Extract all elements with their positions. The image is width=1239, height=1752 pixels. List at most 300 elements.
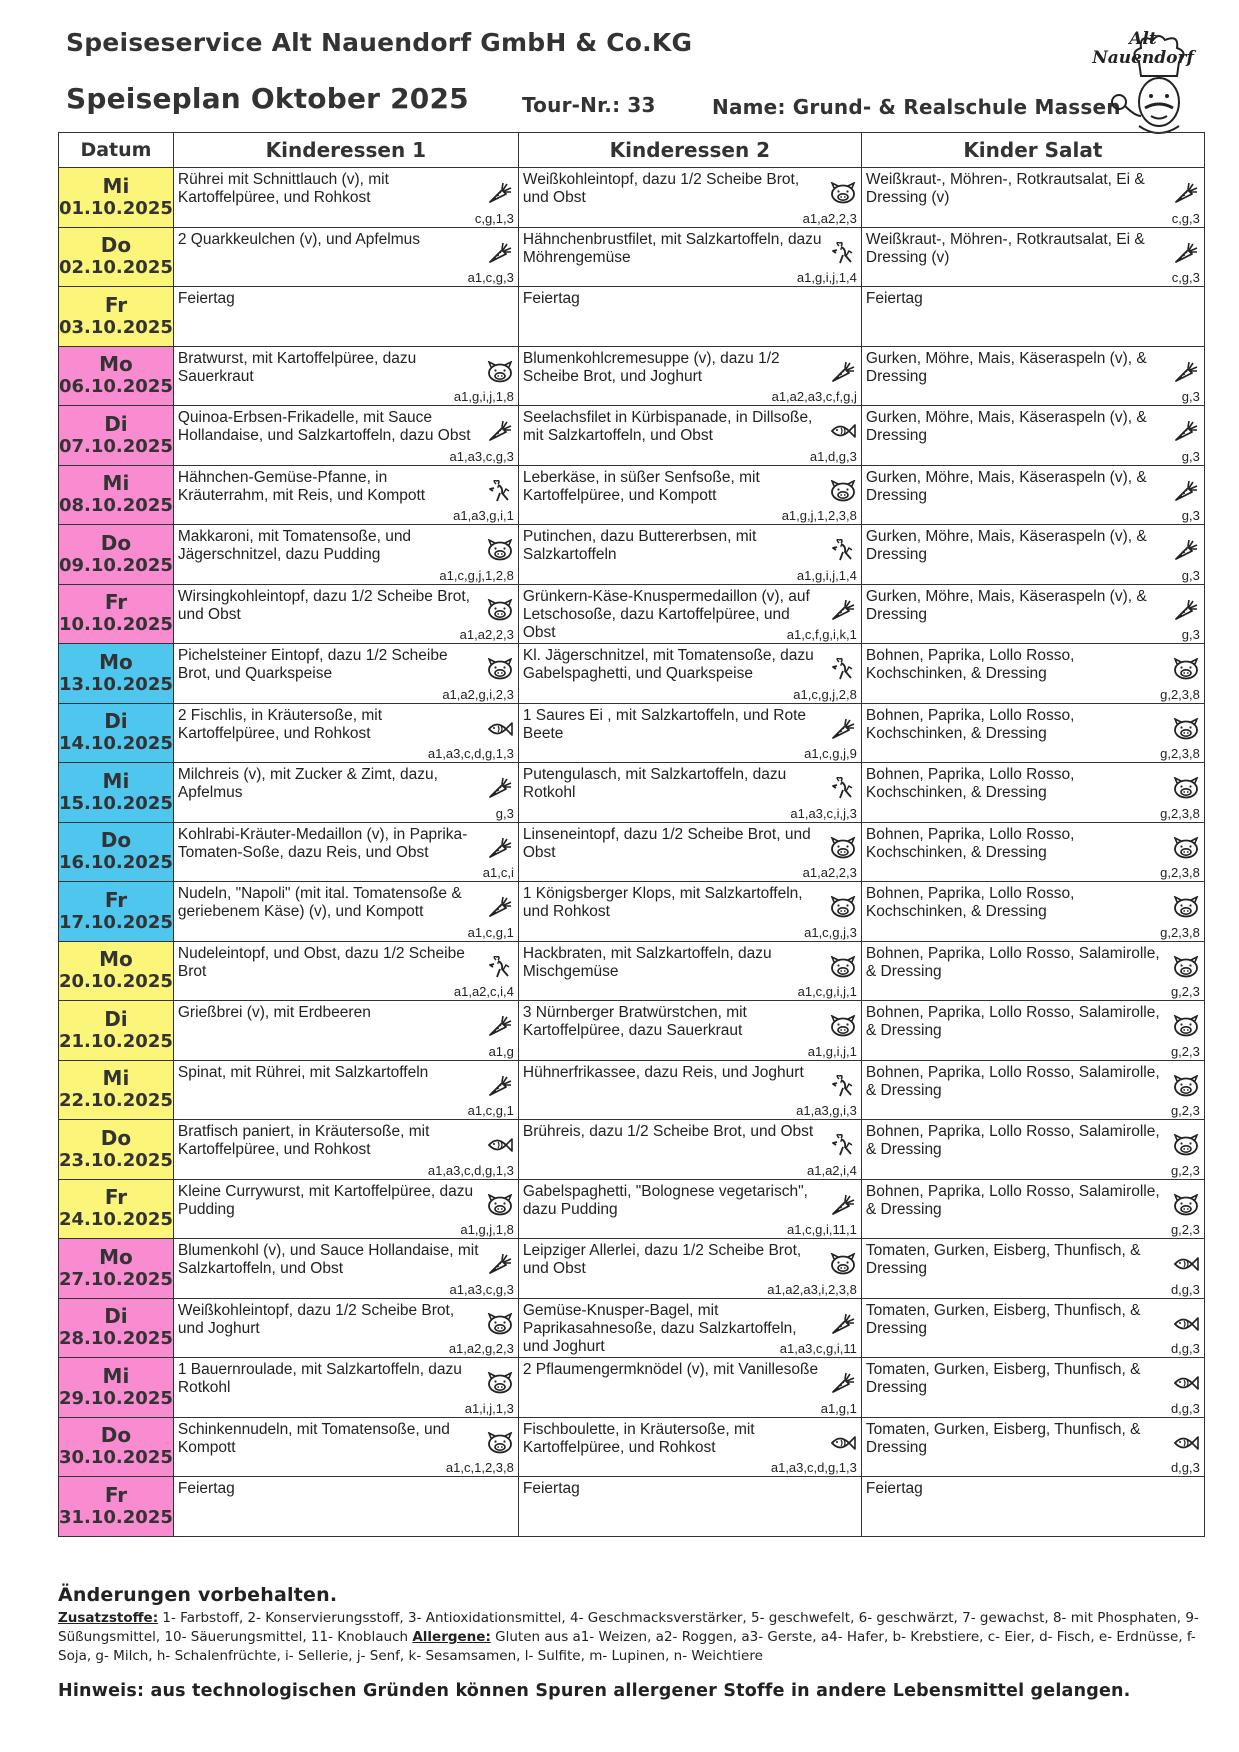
salad-cell xyxy=(861,1298,1204,1358)
date: 31.10.2025 xyxy=(59,1506,173,1528)
pig-icon xyxy=(829,1015,857,1037)
table-row xyxy=(59,287,1205,347)
table-row xyxy=(59,1417,1205,1477)
allergen-code: a1,g,i,j,1,8 xyxy=(453,389,514,404)
allergen-code: a1,g,j,1,2,3,8 xyxy=(781,508,857,523)
dish-text: 3 Nürnberger Bratwürstchen, mit Kartoffelpüree, dazu Sauerkraut xyxy=(522,1004,747,1039)
dish-text: Quinoa-Erbsen-Frikadelle, mit Sauce Hollandaise, und Salzkartoffeln, dazu Obst xyxy=(177,409,471,444)
salad-cell xyxy=(861,1001,1204,1061)
pig-icon xyxy=(829,896,857,918)
allergen-code: g,2,3,8 xyxy=(1160,686,1200,702)
pig-icon xyxy=(1172,1075,1200,1097)
date-cell xyxy=(59,703,174,763)
table-row xyxy=(59,525,1205,585)
weekday: Do xyxy=(100,233,132,258)
salad-cell xyxy=(861,1239,1204,1299)
allergen-code: a1,a3,c,g,3 xyxy=(449,448,514,464)
allergen-code: a1,c,g,1 xyxy=(467,1103,514,1118)
dish-text: Weißkraut-, Möhren-, Rotkrautsalat, Ei & Dressing (v) xyxy=(865,230,1145,266)
allergen-code: a1,a3,c,d,g,1,3 xyxy=(427,746,514,761)
meal-2-cell xyxy=(518,703,861,763)
allergen-code: a1,a2,a3,c,f,g,j xyxy=(771,389,857,404)
carrot-icon xyxy=(486,1253,514,1275)
date: 09.10.2025 xyxy=(59,554,173,576)
dish-text: Bohnen, Paprika, Lollo Rosso, Kochschinken, & Dressing xyxy=(865,885,1075,920)
date-cell xyxy=(59,1417,174,1477)
allergen-code: d,g,3 xyxy=(1170,1341,1200,1356)
pig-icon xyxy=(1172,956,1200,978)
meal-1-cell xyxy=(173,406,518,466)
chef-logo-icon xyxy=(1095,22,1215,142)
date-cell xyxy=(59,584,174,644)
tour-number: Tour-Nr.: 33 xyxy=(522,93,656,117)
additives-label: Zusatzstoffe: xyxy=(58,1610,159,1626)
carrot-icon xyxy=(486,420,514,442)
table-row xyxy=(59,1179,1205,1239)
dish-text: Wirsingkohleintopf, dazu 1/2 Scheibe Brot, und Obst xyxy=(177,587,470,623)
allergen-code: g,3 xyxy=(1181,627,1200,642)
carrot-icon xyxy=(486,182,514,204)
weekday: Fr xyxy=(104,1185,128,1210)
dish-text: Weißkohleintopf, dazu 1/2 Scheibe Brot, und Joghurt xyxy=(177,1301,455,1337)
allergen-code: a1,g,i,j,1,4 xyxy=(796,270,857,285)
table-row xyxy=(59,703,1205,763)
allergen-code: a1,g,i,j,1 xyxy=(807,1043,857,1059)
allergen-code: a1,c,g,j,1,2,8 xyxy=(439,567,514,583)
dish-text: Gurken, Möhre, Mais, Käseraspeln (v), & Dressing xyxy=(865,468,1147,504)
weekday: Mi xyxy=(102,173,130,198)
allergen-code: a1,c,g,i,j,1 xyxy=(797,984,857,999)
fish-icon xyxy=(486,1134,514,1156)
meal-2-cell xyxy=(518,287,861,347)
dish-text: Putengulasch, mit Salzkartoffeln, dazu Rotkohl xyxy=(522,766,787,801)
carrot-icon xyxy=(829,1313,857,1335)
table-row xyxy=(59,941,1205,1001)
table-row xyxy=(59,168,1205,228)
allergen-code: d,g,3 xyxy=(1170,1460,1200,1475)
pig-icon xyxy=(1172,1194,1200,1216)
dish-text: Grießbrei (v), mit Erdbeeren xyxy=(177,1004,371,1021)
allergen-code: a1,g,j,1,8 xyxy=(460,1222,514,1237)
allergen-code: a1,a2,i,4 xyxy=(807,1162,857,1178)
carrot-icon xyxy=(1172,182,1200,204)
date: 29.10.2025 xyxy=(59,1387,173,1409)
table-row xyxy=(59,1298,1205,1358)
pig-icon xyxy=(486,599,514,621)
salad-cell xyxy=(861,406,1204,466)
weekday: Mi xyxy=(102,768,130,793)
dish-text: Milchreis (v), mit Zucker & Zimt, dazu, Apfelmus xyxy=(177,766,438,801)
allergen-code: a1,a2,2,3 xyxy=(802,865,857,880)
date: 27.10.2025 xyxy=(59,1268,173,1290)
date: 28.10.2025 xyxy=(59,1328,173,1350)
allergen-code: a1,c,g,j,3 xyxy=(804,924,857,940)
allergen-code: a1,c,g,3 xyxy=(467,270,514,285)
meal-2-cell xyxy=(518,1001,861,1061)
meal-2-cell xyxy=(518,822,861,882)
meal-1-cell xyxy=(173,1358,518,1418)
dish-text: Feiertag xyxy=(865,1480,923,1497)
pig-icon xyxy=(486,1372,514,1394)
dish-text: Brühreis, dazu 1/2 Scheibe Brot, und Obst xyxy=(522,1123,814,1140)
salad-cell xyxy=(861,287,1204,347)
dish-text: Schinkennudeln, mit Tomatensoße, und Kompott xyxy=(177,1420,450,1456)
pig-icon xyxy=(1172,896,1200,918)
allergen-code: a1,a3,c,g,i,11 xyxy=(779,1341,857,1356)
dish-text: Weißkraut-, Möhren-, Rotkrautsalat, Ei & Dressing (v) xyxy=(865,171,1145,206)
dish-text: Bohnen, Paprika, Lollo Rosso, Salamirolle, & Dressing xyxy=(865,1004,1160,1039)
meal-2-cell xyxy=(518,763,861,823)
meal-1-cell xyxy=(173,941,518,1001)
pig-icon xyxy=(1172,777,1200,799)
salad-cell xyxy=(861,584,1204,644)
salad-cell xyxy=(861,941,1204,1001)
allergen-code: a1,g,1 xyxy=(820,1400,857,1416)
pig-icon xyxy=(486,361,514,383)
weekday: Mi xyxy=(102,1066,130,1091)
carrot-icon xyxy=(829,1194,857,1216)
dish-text: Leberkäse, in süßer Senfsoße, mit Kartoffelpüree, und Kompott xyxy=(522,468,760,504)
carrot-icon xyxy=(1172,599,1200,621)
allergen-code: a1,c,i xyxy=(482,865,514,880)
weekday: Do xyxy=(100,828,132,853)
allergen-code: a1,a2,2,3 xyxy=(459,627,514,642)
dish-text: Bohnen, Paprika, Lollo Rosso, Salamirolle, & Dressing xyxy=(865,1063,1160,1099)
meal-1-cell xyxy=(173,1120,518,1180)
meal-1-cell xyxy=(173,882,518,942)
weekday: Di xyxy=(104,411,128,436)
dish-text: Bohnen, Paprika, Lollo Rosso, Kochschinken, & Dressing xyxy=(865,647,1075,682)
allergen-code: a1,c,g,j,9 xyxy=(804,746,857,761)
meal-2-cell xyxy=(518,1417,861,1477)
meal-2-cell xyxy=(518,1239,861,1299)
dish-text: Bohnen, Paprika, Lollo Rosso, Salamirolle, & Dressing xyxy=(865,1182,1160,1218)
meal-1-cell xyxy=(173,1179,518,1239)
dish-text: Blumenkohl (v), und Sauce Hollandaise, mit Salzkartoffeln, und Obst xyxy=(177,1242,479,1277)
dish-text: Tomaten, Gurken, Eisberg, Thunfisch, & Dressing xyxy=(865,1242,1141,1277)
carrot-icon xyxy=(1172,420,1200,442)
pig-icon xyxy=(829,182,857,204)
date-cell xyxy=(59,1001,174,1061)
allergen-code: c,g,3 xyxy=(1171,210,1200,226)
allergen-code: a1,g,i,j,1,4 xyxy=(796,567,857,583)
allergens-text: Gluten aus a1- Weizen, a2- Roggen, a3- Gerste, a4- Hafer, b- Krebstiere, c- Eier, d- Fisch, e- Erdnüsse, f- Soja, g- Milch, h- Schalenfrüchte, i- Sellerie, j- Senf, k- Sesamsamen, l- Sulfite, m- Lupinen, n- Weichtiere xyxy=(58,1629,1196,1664)
meal-1-cell xyxy=(173,1417,518,1477)
allergen-code: c,g,1,3 xyxy=(474,210,514,226)
chicken-icon xyxy=(829,539,857,561)
meal-2-cell xyxy=(518,465,861,525)
weekday: Mo xyxy=(99,649,133,674)
changes-notice: Änderungen vorbehalten. xyxy=(58,1584,338,1606)
dish-text: Hähnchen-Gemüse-Pfanne, in Kräuterrahm, mit Reis, und Kompott xyxy=(177,468,426,504)
meal-1-cell xyxy=(173,1060,518,1120)
pig-icon xyxy=(1172,658,1200,680)
date-cell xyxy=(59,465,174,525)
weekday: Fr xyxy=(104,887,128,912)
dish-text: Bohnen, Paprika, Lollo Rosso, Kochschinken, & Dressing xyxy=(865,766,1075,801)
pig-icon xyxy=(486,1313,514,1335)
date-cell xyxy=(59,168,174,228)
salad-cell xyxy=(861,525,1204,585)
allergen-code: a1,a3,g,i,3 xyxy=(796,1103,857,1118)
menu-table xyxy=(58,132,1205,1537)
weekday: Mo xyxy=(99,947,133,972)
dish-text: 2 Fischlis, in Kräutersoße, mit Kartoffelpüree, und Rohkost xyxy=(177,706,383,742)
additives-text: 1- Farbstoff, 2- Konservierungsstoff, 3- Antioxidationsmittel, 4- Geschmacksverstärker, 5- geschwefelt, 6- geschwärzt, 7- gewachst, 8- mit Phosphaten, 9- Süßungsmittel, 10- Säuerungsmittel, 11- Knoblauch xyxy=(58,1610,1199,1645)
chicken-icon xyxy=(486,480,514,502)
weekday: Mo xyxy=(99,352,133,377)
carrot-icon xyxy=(829,1372,857,1394)
salad-cell xyxy=(861,1120,1204,1180)
dish-text: Bohnen, Paprika, Lollo Rosso, Kochschinken, & Dressing xyxy=(865,706,1075,742)
allergen-code: g,2,3,8 xyxy=(1160,865,1200,880)
meal-2-cell xyxy=(518,941,861,1001)
date-cell xyxy=(59,1120,174,1180)
dish-text: Linseneintopf, dazu 1/2 Scheibe Brot, und Obst xyxy=(522,825,811,861)
logo-text: Alt Nauendorf xyxy=(1092,29,1194,68)
carrot-icon xyxy=(1172,539,1200,561)
chicken-icon xyxy=(829,1134,857,1156)
weekday: Fr xyxy=(104,1482,128,1507)
allergen-code: g,2,3 xyxy=(1170,1043,1200,1059)
weekday: Mi xyxy=(102,471,130,496)
date-cell xyxy=(59,1239,174,1299)
date: 22.10.2025 xyxy=(59,1090,173,1112)
allergen-code: a1,c,1,2,3,8 xyxy=(445,1460,514,1475)
dish-text: Nudeleintopf, und Obst, dazu 1/2 Scheibe Brot xyxy=(177,944,465,980)
date: 15.10.2025 xyxy=(59,792,173,814)
salad-cell xyxy=(861,1358,1204,1418)
fish-icon xyxy=(1172,1313,1200,1335)
allergen-hint: Hinweis: aus technologischen Gründen können Spuren allergener Stoffe in andere Lebensmittel gelangen. xyxy=(58,1681,1131,1701)
dish-text: Gurken, Möhre, Mais, Käseraspeln (v), & Dressing xyxy=(865,528,1147,563)
dish-text: Hähnchenbrustfilet, mit Salzkartoffeln, dazu Möhrengemüse xyxy=(522,230,822,266)
fish-icon xyxy=(1172,1432,1200,1454)
allergen-code: a1,a2,2,3 xyxy=(802,210,857,226)
dish-text: Grünkern-Käse-Knuspermedaillon (v), auf Letschosoße, dazu Kartoffelpüree, und Obst xyxy=(522,587,810,641)
allergen-code: g,3 xyxy=(1181,508,1200,523)
dish-text: Feiertag xyxy=(522,1480,580,1497)
carrot-icon xyxy=(1172,242,1200,264)
dish-text: Seelachsfilet in Kürbispanade, in Dillsoße, mit Salzkartoffeln, und Obst xyxy=(522,409,813,444)
allergen-code: d,g,3 xyxy=(1170,1400,1200,1416)
meal-2-cell xyxy=(518,1358,861,1418)
meal-1-cell xyxy=(173,287,518,347)
dish-text: Weißkohleintopf, dazu 1/2 Scheibe Brot, und Obst xyxy=(522,171,800,206)
date: 10.10.2025 xyxy=(59,614,173,636)
meal-1-cell xyxy=(173,227,518,287)
date: 30.10.2025 xyxy=(59,1447,173,1469)
salad-cell xyxy=(861,168,1204,228)
meal-1-cell xyxy=(173,703,518,763)
date-cell xyxy=(59,1477,174,1537)
salad-cell xyxy=(861,822,1204,882)
allergen-code: a1,a3,c,d,g,1,3 xyxy=(770,1460,857,1475)
dish-text: Hühnerfrikassee, dazu Reis, und Joghurt xyxy=(522,1063,804,1081)
pig-icon xyxy=(486,539,514,561)
allergen-code: c,g,3 xyxy=(1171,270,1200,285)
allergen-code: a1,a2,c,i,4 xyxy=(453,984,514,999)
meal-1-cell xyxy=(173,1298,518,1358)
fish-icon xyxy=(1172,1372,1200,1394)
dish-text: Blumenkohlcremesuppe (v), dazu 1/2 Scheibe Brot, und Joghurt xyxy=(522,349,780,385)
pig-icon xyxy=(829,1253,857,1275)
date: 20.10.2025 xyxy=(59,971,173,993)
date: 03.10.2025 xyxy=(59,316,173,338)
allergen-code: a1,a3,c,i,j,3 xyxy=(790,805,857,821)
date-cell xyxy=(59,941,174,1001)
meal-1-cell xyxy=(173,525,518,585)
date-cell xyxy=(59,822,174,882)
allergen-code: a1,c,g,j,2,8 xyxy=(793,686,857,702)
meal-2-cell xyxy=(518,1120,861,1180)
dish-text: Tomaten, Gurken, Eisberg, Thunfisch, & Dressing xyxy=(865,1361,1141,1396)
allergens-label: Allergene: xyxy=(412,1629,491,1645)
salad-cell xyxy=(861,763,1204,823)
salad-cell xyxy=(861,644,1204,704)
allergen-code: g,3 xyxy=(1181,448,1200,464)
dish-text: 1 Königsberger Klops, mit Salzkartoffeln, und Rohkost xyxy=(522,885,803,920)
allergen-code: g,2,3,8 xyxy=(1160,924,1200,940)
weekday: Di xyxy=(104,1006,128,1031)
dish-text: Gabelspaghetti, "Bolognese vegetarisch", dazu Pudding xyxy=(522,1182,808,1218)
meal-2-cell xyxy=(518,644,861,704)
salad-cell xyxy=(861,703,1204,763)
date: 16.10.2025 xyxy=(59,852,173,874)
carrot-icon xyxy=(486,777,514,799)
dish-text: Bohnen, Paprika, Lollo Rosso, Salamirolle, & Dressing xyxy=(865,944,1160,980)
allergen-code: g,2,3 xyxy=(1170,1162,1200,1178)
dish-text: 1 Bauernroulade, mit Salzkartoffeln, dazu Rotkohl xyxy=(177,1361,462,1396)
dish-text: Bohnen, Paprika, Lollo Rosso, Salamirolle, & Dressing xyxy=(865,1123,1160,1158)
table-row xyxy=(59,1477,1205,1537)
weekday: Do xyxy=(100,1125,132,1150)
salad-cell xyxy=(861,1179,1204,1239)
meal-2-cell xyxy=(518,584,861,644)
pig-icon xyxy=(486,1432,514,1454)
date-cell xyxy=(59,227,174,287)
allergen-code: a1,g xyxy=(488,1043,514,1059)
carrot-icon xyxy=(486,1015,514,1037)
date: 13.10.2025 xyxy=(59,673,173,695)
date: 17.10.2025 xyxy=(59,911,173,933)
table-row xyxy=(59,763,1205,823)
dish-text: Feiertag xyxy=(522,290,580,307)
chicken-icon xyxy=(829,1075,857,1097)
dish-text: Gurken, Möhre, Mais, Käseraspeln (v), & Dressing xyxy=(865,349,1147,385)
dish-text: Gemüse-Knusper-Bagel, mit Paprikasahnesoße, dazu Salzkartoffeln, und Joghurt xyxy=(522,1301,797,1355)
pig-icon xyxy=(829,480,857,502)
company-name: Speiseservice Alt Nauendorf GmbH & Co.KG xyxy=(66,28,693,57)
salad-cell xyxy=(861,1477,1204,1537)
meal-1-cell xyxy=(173,1001,518,1061)
carrot-icon xyxy=(486,896,514,918)
salad-cell xyxy=(861,346,1204,406)
pig-icon xyxy=(1172,837,1200,859)
allergen-code: a1,a2,a3,i,2,3,8 xyxy=(767,1281,857,1297)
dish-text: Rührei mit Schnittlauch (v), mit Kartoffelpüree, und Rohkost xyxy=(177,171,389,206)
meal-1-cell xyxy=(173,346,518,406)
allergen-code: a1,a3,g,i,1 xyxy=(453,508,514,523)
date-cell xyxy=(59,1358,174,1418)
meal-1-cell xyxy=(173,584,518,644)
dish-text: Putinchen, dazu Buttererbsen, mit Salzkartoffeln xyxy=(522,528,757,563)
date: 07.10.2025 xyxy=(59,435,173,457)
menu-rows xyxy=(59,168,1205,1537)
dish-text: Feiertag xyxy=(177,1480,235,1497)
pig-icon xyxy=(486,658,514,680)
table-row xyxy=(59,1239,1205,1299)
date-cell xyxy=(59,525,174,585)
date: 01.10.2025 xyxy=(59,197,173,219)
dish-text: Bohnen, Paprika, Lollo Rosso, Kochschinken, & Dressing xyxy=(865,825,1075,861)
weekday: Mi xyxy=(102,1363,130,1388)
table-row xyxy=(59,227,1205,287)
date-cell xyxy=(59,1060,174,1120)
meal-2-cell xyxy=(518,1298,861,1358)
dish-text: Tomaten, Gurken, Eisberg, Thunfisch, & Dressing xyxy=(865,1301,1141,1337)
chicken-icon xyxy=(486,956,514,978)
carrot-icon xyxy=(1172,361,1200,383)
dish-text: Kl. Jägerschnitzel, mit Tomatensoße, dazu Gabelspaghetti, und Quarkspeise xyxy=(522,647,814,682)
date-cell xyxy=(59,1179,174,1239)
meal-2-cell xyxy=(518,1477,861,1537)
salad-cell xyxy=(861,1060,1204,1120)
meal-2-cell xyxy=(518,882,861,942)
pig-icon xyxy=(486,1194,514,1216)
allergen-code: a1,c,f,g,i,k,1 xyxy=(786,627,857,642)
fish-icon xyxy=(1172,1253,1200,1275)
date-cell xyxy=(59,406,174,466)
table-row xyxy=(59,406,1205,466)
carrot-icon xyxy=(829,599,857,621)
allergen-code: a1,a2,g,i,2,3 xyxy=(442,686,514,702)
dish-text: Nudeln, "Napoli" (mit ital. Tomatensoße & geriebenem Käse) (v), und Kompott xyxy=(177,885,462,920)
dish-text: Kleine Currywurst, mit Kartoffelpüree, dazu Pudding xyxy=(177,1182,474,1218)
allergen-code: g,2,3 xyxy=(1170,984,1200,999)
allergen-code: a1,a3,c,d,g,1,3 xyxy=(427,1162,514,1178)
allergen-code: a1,i,j,1,3 xyxy=(464,1400,514,1416)
date-cell xyxy=(59,1298,174,1358)
table-row xyxy=(59,1120,1205,1180)
dish-text: Bratfisch paniert, in Kräutersoße, mit Kartoffelpüree, und Rohkost xyxy=(177,1123,430,1158)
weekday: Mo xyxy=(99,1244,133,1269)
salad-cell xyxy=(861,465,1204,525)
dish-text: Gurken, Möhre, Mais, Käseraspeln (v), & Dressing xyxy=(865,409,1147,444)
date-cell xyxy=(59,882,174,942)
dish-text: Leipziger Allerlei, dazu 1/2 Scheibe Brot, und Obst xyxy=(522,1242,802,1277)
meal-2-cell xyxy=(518,406,861,466)
carrot-icon xyxy=(829,718,857,740)
meal-1-cell xyxy=(173,644,518,704)
allergen-code: g,2,3,8 xyxy=(1160,805,1200,821)
carrot-icon xyxy=(486,1075,514,1097)
date: 08.10.2025 xyxy=(59,495,173,517)
pig-icon xyxy=(829,956,857,978)
date-cell xyxy=(59,346,174,406)
date: 21.10.2025 xyxy=(59,1030,173,1052)
dish-text: 2 Pflaumengermknödel (v), mit Vanillesoße xyxy=(522,1361,819,1378)
allergen-code: d,g,3 xyxy=(1170,1281,1200,1297)
pig-icon xyxy=(1172,718,1200,740)
allergen-code: g,3 xyxy=(1181,389,1200,404)
meal-1-cell xyxy=(173,763,518,823)
column-header-meal-2: Kinderessen 2 xyxy=(518,133,861,168)
fish-icon xyxy=(829,1432,857,1454)
chicken-icon xyxy=(829,777,857,799)
table-row xyxy=(59,644,1205,704)
date: 23.10.2025 xyxy=(59,1149,173,1171)
